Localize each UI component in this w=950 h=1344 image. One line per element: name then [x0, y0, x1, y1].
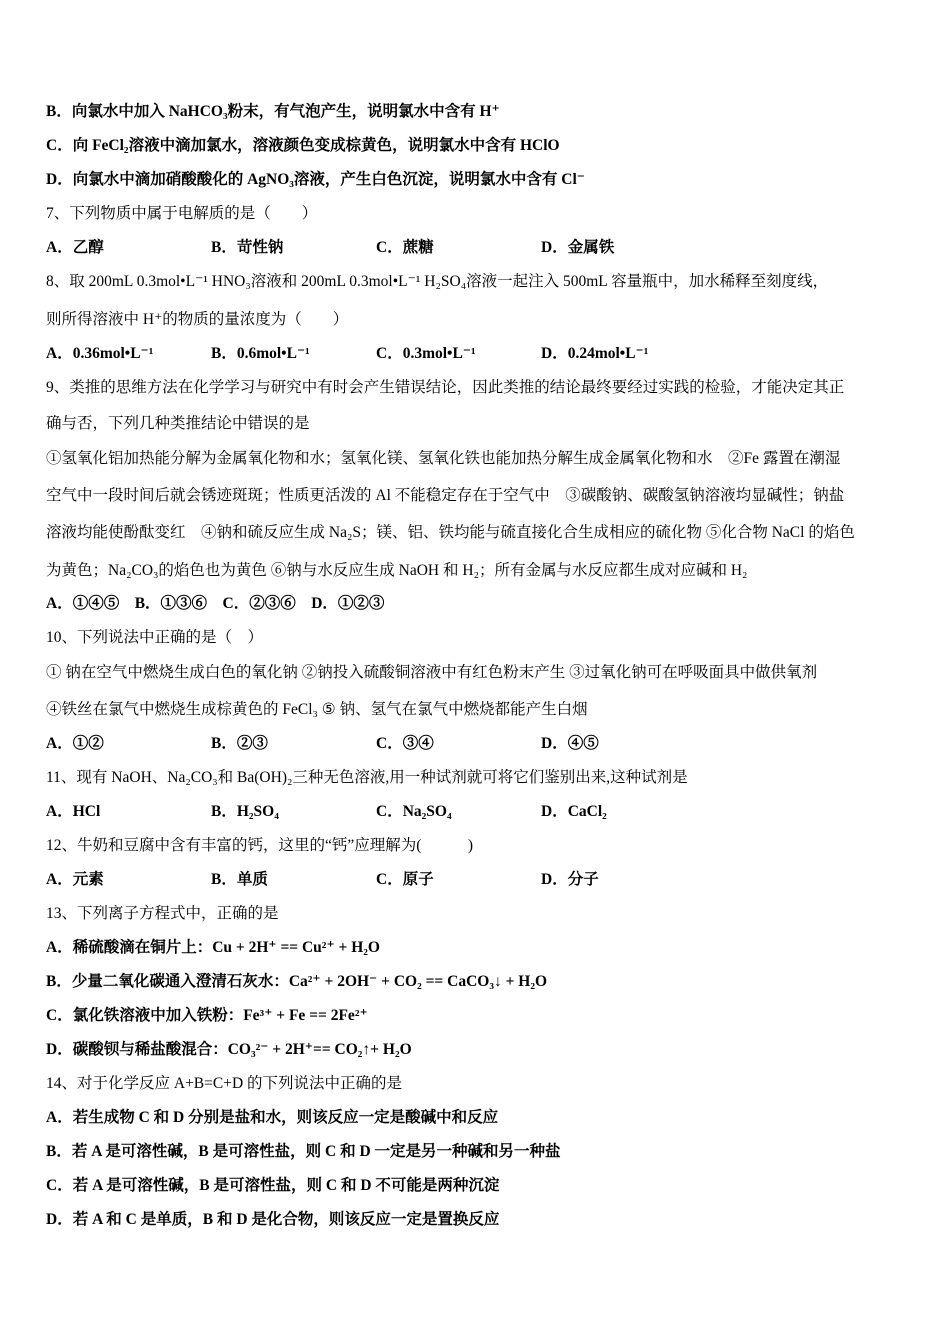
q10-option-c: C．③④ — [376, 735, 434, 752]
q6-option-c: C．向 FeCl₂溶液中滴加氯水，溶液颜色变成棕黄色，说明氯水中含有 HClO — [46, 137, 560, 154]
q12-stem: 12、牛奶和豆腐中含有丰富的钙，这里的“钙”应理解为( ) — [46, 837, 474, 854]
q13-option-a: A．稀硫酸滴在铜片上：Cu + 2H⁺ == Cu²⁺ + H₂O — [46, 939, 380, 956]
q12-option-b: B．单质 — [211, 871, 268, 888]
q12-option-a: A．元素 — [46, 871, 104, 888]
q8-stem-line1: 8、取 200mL 0.3mol•L⁻¹ HNO₃溶液和 200mL 0.3mol•L⁻¹ H₂SO₄溶液一起注入 500mL 容量瓶中，加水稀释至刻度线， — [46, 273, 829, 290]
q14-stem: 14、对于化学反应 A+B=C+D 的下列说法中正确的是 — [46, 1075, 403, 1092]
q9-statement-line2: 空气中一段时间后就会锈迹斑斑；性质更活泼的 Al 不能稳定存在于空气中 ③碳酸钠、碳酸氢钠溶液均显碱性；钠盐 — [46, 487, 845, 504]
q11-option-c: C．Na₂SO₄ — [376, 803, 452, 820]
q10-option-d: D．④⑤ — [541, 735, 599, 752]
q14-option-a: A．若生成物 C 和 D 分别是盐和水，则该反应一定是酸碱中和反应 — [46, 1109, 499, 1126]
q8-option-b: B．0.6mol•L⁻¹ — [211, 345, 310, 362]
q13-stem: 13、下列离子方程式中，正确的是 — [46, 905, 279, 922]
q7-option-a: A．乙醇 — [46, 239, 104, 256]
q12-option-c: C．原子 — [376, 871, 434, 888]
q14-option-d: D．若 A 和 C 是单质，B 和 D 是化合物，则该反应一定是置换反应 — [46, 1211, 500, 1228]
q10-statement-line2: ④铁丝在氯气中燃烧生成棕黄色的 FeCl₃ ⑤ 钠、氢气在氯气中燃烧都能产生白烟 — [46, 701, 588, 718]
q8-option-a: A．0.36mol•L⁻¹ — [46, 345, 154, 362]
q7-option-c: C．蔗糖 — [376, 239, 434, 256]
q8-option-d: D．0.24mol•L⁻¹ — [541, 345, 649, 362]
q9-options: A．①④⑤ B．①③⑥ C．②③⑥ D．①②③ — [46, 595, 385, 612]
q10-option-b: B．②③ — [211, 735, 268, 752]
q9-stem-line1: 9、类推的思维方法在化学学习与研究中有时会产生错误结论，因此类推的结论最终要经过实践的检验，才能决定其正 — [46, 379, 845, 396]
q7-stem: 7、下列物质中属于电解质的是（ ） — [46, 205, 318, 222]
q9-stem-line2: 确与否，下列几种类推结论中错误的是 — [46, 415, 310, 432]
q6-option-b: B．向氯水中加入 NaHCO₃粉末，有气泡产生，说明氯水中含有 H⁺ — [46, 103, 500, 120]
q8-option-c: C．0.3mol•L⁻¹ — [376, 345, 476, 362]
q12-option-d: D．分子 — [541, 871, 599, 888]
q10-stem: 10、下列说法中正确的是（ ） — [46, 629, 264, 646]
q11-option-d: D．CaCl₂ — [541, 803, 607, 820]
q13-option-b: B．少量二氧化碳通入澄清石灰水：Ca²⁺ + 2OH⁻ + CO₂ == CaCO₃↓ + H₂O — [46, 973, 548, 990]
q14-option-c: C．若 A 是可溶性碱，B 是可溶性盐，则 C 和 D 不可能是两种沉淀 — [46, 1177, 500, 1194]
q10-option-a: A．①② — [46, 735, 104, 752]
q9-statement-line3: 溶液均能使酚酞变红 ④钠和硫反应生成 Na₂S；镁、铝、铁均能与硫直接化合生成相应的硫化物 ⑤化合物 NaCl 的焰色 — [46, 524, 855, 541]
q11-option-b: B．H₂SO₄ — [211, 803, 279, 820]
q8-stem-line2: 则所得溶液中 H⁺的物质的量浓度为（ ） — [46, 311, 349, 328]
q11-option-a: A．HCl — [46, 803, 101, 820]
q11-stem: 11、现有 NaOH、Na₂CO₃和 Ba(OH)₂三种无色溶液,用一种试剂就可将它们鉴别出来,这种试剂是 — [46, 769, 688, 786]
q14-option-b: B．若 A 是可溶性碱，B 是可溶性盐，则 C 和 D 一定是另一种碱和另一种盐 — [46, 1143, 561, 1160]
q9-statement-line4: 为黄色；Na₂CO₃的焰色也为黄色 ⑥钠与水反应生成 NaOH 和 H₂；所有金属与水反应都生成对应碱和 H₂ — [46, 562, 748, 579]
q9-statement-line1: ①氢氧化铝加热能分解为金属氧化物和水；氢氧化镁、氢氧化铁也能加热分解生成金属氧化物和水 ②Fe 露置在潮湿 — [46, 450, 841, 467]
q13-option-c: C．氯化铁溶液中加入铁粉：Fe³⁺ + Fe == 2Fe²⁺ — [46, 1007, 368, 1024]
q7-option-d: D．金属铁 — [541, 239, 615, 256]
q7-option-b: B．苛性钠 — [211, 239, 284, 256]
q6-option-d: D．向氯水中滴加硝酸酸化的 AgNO₃溶液，产生白色沉淀，说明氯水中含有 Cl⁻ — [46, 171, 585, 188]
q13-option-d: D．碳酸钡与稀盐酸混合：CO₃²⁻ + 2H⁺== CO₂↑+ H₂O — [46, 1041, 412, 1058]
q10-statement-line1: ① 钠在空气中燃烧生成白色的氧化钠 ②钠投入硫酸铜溶液中有红色粉末产生 ③过氧化钠可在呼吸面具中做供氧剂 — [46, 664, 818, 681]
